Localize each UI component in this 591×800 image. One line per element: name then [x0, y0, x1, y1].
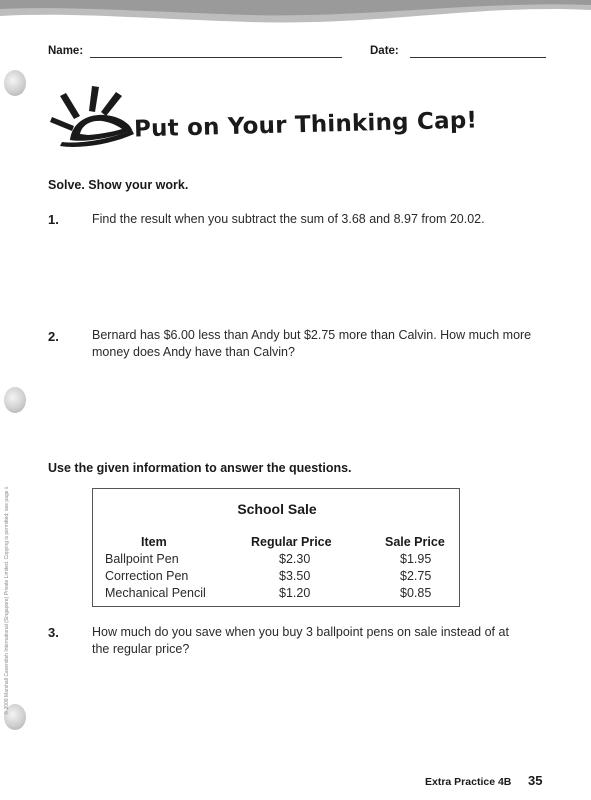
binder-hole-middle — [4, 387, 26, 413]
name-field[interactable] — [90, 57, 342, 58]
binder-hole-top — [4, 70, 26, 96]
copyright-notice — [0, 470, 14, 730]
table-cell-item: Mechanical Pencil — [105, 586, 206, 600]
name-label: Name: — [48, 45, 84, 57]
question-3-text: How much do you save when you buy 3 ballpoint pens on sale instead of at the regular price? — [92, 625, 509, 656]
school-sale-table — [92, 488, 460, 607]
date-label: Date: — [370, 45, 399, 57]
thinking-cap-icon — [48, 84, 134, 150]
instruction-use-info: Use the given information to answer the questions. — [48, 461, 352, 475]
sale-table-title: School Sale — [237, 501, 317, 517]
date-field[interactable] — [410, 57, 546, 58]
footer-label: Extra Practice 4B — [425, 776, 512, 788]
column-header-sale-price: Sale Price — [385, 535, 445, 549]
table-cell-sale-price: $2.75 — [400, 569, 432, 583]
table-cell-sale-price: $1.95 — [400, 552, 432, 566]
question-2-number: 2. — [48, 329, 59, 344]
table-cell-item: Ballpoint Pen — [105, 552, 179, 566]
question-1-number: 1. — [48, 212, 59, 227]
copyright-text: © 2009 Marshall Cavendish International (Singapore) Private Limited. Copying is permitted; see page ii. — [4, 485, 10, 715]
question-3-number: 3. — [48, 625, 59, 640]
table-cell-item: Correction Pen — [105, 569, 189, 583]
column-header-item: Item — [141, 535, 167, 549]
table-cell-regular-price: $1.20 — [279, 586, 311, 600]
instruction-solve: Solve. Show your work. — [48, 178, 189, 192]
question-1-text: Find the result when you subtract the sum of 3.68 and 8.97 from 20.02. — [92, 212, 485, 226]
table-cell-regular-price: $2.30 — [279, 552, 311, 566]
column-header-regular-price: Regular Price — [251, 535, 332, 549]
page-number: 35 — [528, 773, 543, 788]
question-2-text: Bernard has $6.00 less than Andy but $2.75 more than Calvin. How much more money does Andy have than Calvin? — [92, 328, 532, 359]
table-cell-regular-price: $3.50 — [279, 569, 311, 583]
table-cell-sale-price: $0.85 — [400, 586, 432, 600]
page-title: Put on Your Thinking Cap! — [133, 107, 478, 143]
top-band-decoration — [0, 0, 591, 34]
